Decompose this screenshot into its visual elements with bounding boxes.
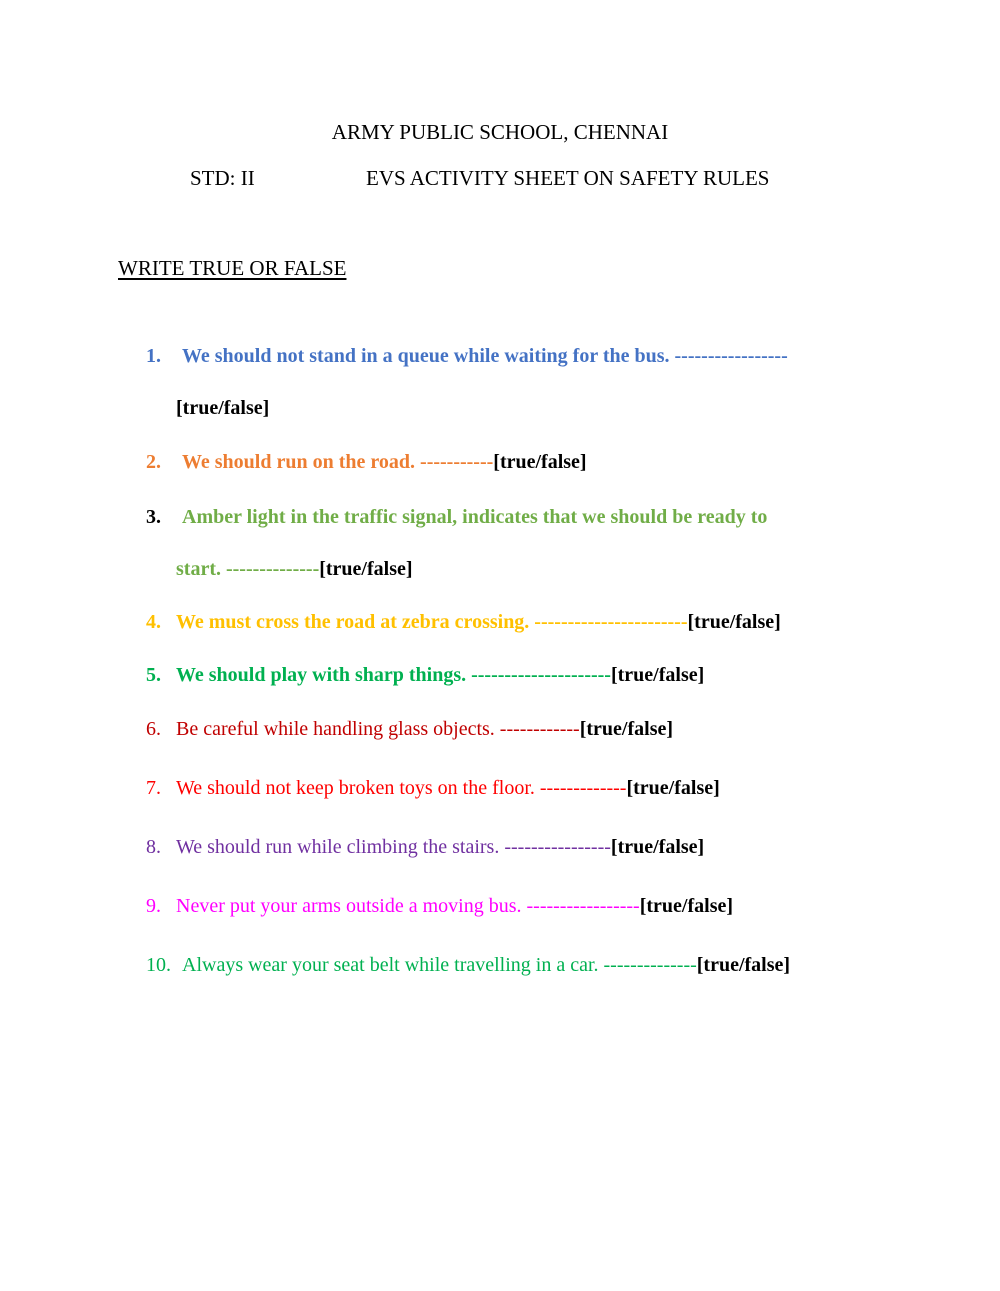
question-text: Amber light in the traffic signal, indicates that we should be ready to: [182, 506, 768, 528]
question-text: We should run on the road. -----------: [182, 451, 494, 473]
answer-hint: [true/false]: [687, 611, 781, 633]
answer-hint: [true/false]: [610, 836, 705, 858]
question-1: [146, 342, 906, 370]
question-text: We must cross the road at zebra crossing. -----------------------: [176, 611, 688, 633]
question-10: [146, 951, 906, 979]
question-6: [146, 715, 846, 743]
answer-hint: [true/false]: [696, 954, 791, 976]
answer-hint: [true/false]: [579, 718, 674, 740]
question-text: Never put your arms outside a moving bus. -----------------: [176, 895, 640, 917]
question-5: [146, 661, 846, 689]
question-text: We should not stand in a queue while waiting for the bus. -----------------: [182, 345, 788, 367]
question-text: We should play with sharp things. ---------------------: [176, 664, 611, 686]
question-9: [146, 892, 846, 920]
question-number: 1.: [146, 345, 161, 367]
answer-hint: [true/false]: [319, 558, 413, 580]
question-text-continued: start. --------------: [176, 558, 320, 580]
question-text: We should not keep broken toys on the floor. -------------: [176, 777, 627, 799]
question-number: 2.: [146, 451, 161, 473]
sheet-title: EVS ACTIVITY SHEET ON SAFETY RULES: [366, 166, 770, 190]
school-name: ARMY PUBLIC SCHOOL, CHENNAI: [331, 120, 669, 144]
question-number: 5.: [146, 664, 161, 686]
question-number: 4.: [146, 611, 161, 633]
answer-hint: [true/false]: [626, 777, 720, 799]
answer-hint: [true/false]: [493, 451, 587, 473]
standard-label: STD: II: [190, 166, 255, 190]
question-3: [146, 503, 906, 531]
question-number: 3.: [146, 506, 161, 528]
question-7: [146, 774, 846, 802]
question-number: 8.: [146, 836, 161, 858]
question-4: [146, 608, 906, 636]
question-text: Be careful while handling glass objects. ------------: [176, 718, 580, 740]
question-3-continuation: [176, 555, 413, 583]
question-number: 6.: [146, 718, 161, 740]
instruction-heading: WRITE TRUE OR FALSE: [118, 256, 347, 280]
question-number: 9.: [146, 895, 161, 917]
question-text: Always wear your seat belt while travelling in a car. --------------: [182, 954, 697, 976]
answer-hint: [true/false]: [639, 895, 734, 917]
question-1-answer-hint: [true/false]: [176, 397, 270, 419]
answer-hint: [true/false]: [610, 664, 705, 686]
question-number: 10.: [146, 954, 171, 976]
question-2: [146, 448, 746, 476]
question-text: We should run while climbing the stairs. ----------------: [176, 836, 611, 858]
question-number: 7.: [146, 777, 161, 799]
question-8: [146, 833, 846, 861]
